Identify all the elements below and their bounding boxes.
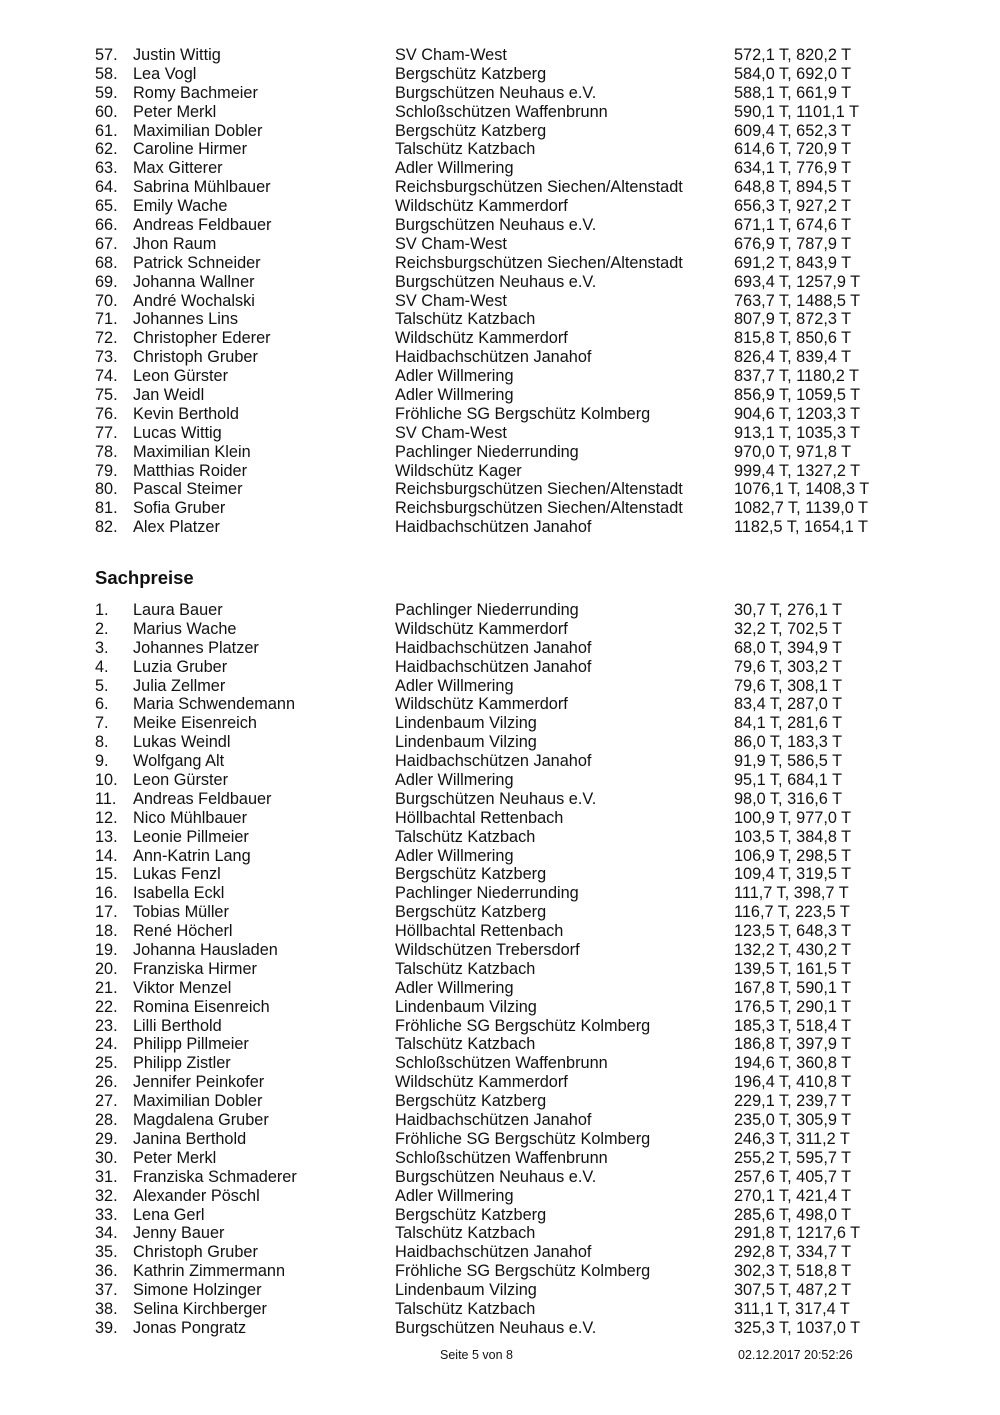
name-cell: Christoph Gruber — [133, 348, 258, 367]
club-cell: Burgschützen Neuhaus e.V. — [395, 1167, 597, 1186]
rank-cell: 81. — [95, 499, 118, 518]
club-cell: Adler Willmering — [395, 978, 514, 997]
rank-cell: 10. — [95, 771, 118, 790]
rank-cell: 13. — [95, 827, 118, 846]
rank-cell: 77. — [95, 423, 118, 442]
name-cell: Jennifer Peinkofer — [133, 1073, 265, 1092]
score-cell: 79,6 T, 308,1 T — [734, 676, 843, 695]
club-cell: Schloßschützen Waffenbrunn — [395, 1054, 608, 1073]
score-cell: 1082,7 T, 1139,0 T — [734, 499, 868, 518]
name-cell: Andreas Feldbauer — [133, 789, 272, 808]
club-cell: Bergschütz Katzberg — [395, 1092, 547, 1111]
club-cell: Wildschütz Kammerdorf — [395, 197, 568, 216]
score-cell: 292,8 T, 334,7 T — [734, 1243, 852, 1262]
score-cell: 285,6 T, 498,0 T — [734, 1205, 852, 1224]
score-cell: 132,2 T, 430,2 T — [734, 941, 852, 960]
rank-cell: 32. — [95, 1186, 118, 1205]
score-cell: 100,9 T, 977,0 T — [734, 808, 852, 827]
name-cell: Justin Wittig — [133, 46, 221, 64]
club-cell: Bergschütz Katzberg — [395, 1205, 547, 1224]
score-cell: 913,1 T, 1035,3 T — [734, 423, 861, 442]
name-cell: Peter Merkl — [133, 1148, 217, 1167]
name-cell: Kathrin Zimmermann — [133, 1262, 286, 1281]
club-cell: Wildschütz Kammerdorf — [395, 329, 568, 348]
name-cell: Jhon Raum — [133, 234, 217, 253]
score-cell: 656,3 T, 927,2 T — [734, 197, 852, 216]
rank-cell: 70. — [95, 291, 118, 310]
rank-cell: 59. — [95, 83, 118, 102]
name-cell: Lukas Weindl — [133, 733, 231, 752]
name-cell: Matthias Roider — [133, 461, 248, 480]
name-cell: Leon Gürster — [133, 367, 229, 386]
club-cell: Pachlinger Niederrunding — [395, 442, 579, 461]
rank-cell: 57. — [95, 46, 118, 64]
page-number: Seite 5 von 8 — [440, 1348, 513, 1362]
rank-cell: 3. — [95, 638, 109, 657]
club-cell: Adler Willmering — [395, 1186, 514, 1205]
club-cell: Adler Willmering — [395, 846, 514, 865]
name-cell: Simone Holzinger — [133, 1281, 262, 1300]
score-cell: 246,3 T, 311,2 T — [734, 1129, 850, 1148]
name-cell: Janina Berthold — [133, 1129, 247, 1148]
rank-cell: 37. — [95, 1281, 118, 1300]
club-cell: Adler Willmering — [395, 386, 514, 405]
rank-cell: 64. — [95, 178, 118, 197]
score-cell: 904,6 T, 1203,3 T — [734, 404, 861, 423]
score-cell: 257,6 T, 405,7 T — [734, 1167, 852, 1186]
name-cell: Isabella Eckl — [133, 884, 225, 903]
club-cell: Adler Willmering — [395, 159, 514, 178]
score-cell: 584,0 T, 692,0 T — [734, 64, 852, 83]
rank-cell: 73. — [95, 348, 118, 367]
club-cell: Lindenbaum Vilzing — [395, 733, 537, 752]
club-cell: Talschütz Katzbach — [395, 140, 536, 159]
club-cell: Reichsburgschützen Siechen/Altenstadt — [395, 178, 683, 197]
score-cell: 691,2 T, 843,9 T — [734, 253, 852, 272]
name-cell: Johannes Platzer — [133, 638, 259, 657]
score-cell: 1076,1 T, 1408,3 T — [734, 480, 870, 499]
name-cell: Laura Bauer — [133, 601, 223, 619]
name-cell: Franziska Schmaderer — [133, 1167, 297, 1186]
club-cell: Wildschütz Kager — [395, 461, 522, 480]
club-cell: Adler Willmering — [395, 367, 514, 386]
rank-cell: 60. — [95, 102, 118, 121]
name-cell: Peter Merkl — [133, 102, 217, 121]
score-cell: 167,8 T, 590,1 T — [734, 978, 852, 997]
score-cell: 325,3 T, 1037,0 T — [734, 1318, 861, 1337]
rank-cell: 78. — [95, 442, 118, 461]
name-cell: Magdalena Gruber — [133, 1111, 269, 1130]
name-cell: Romina Eisenreich — [133, 997, 270, 1016]
club-cell: Fröhliche SG Bergschütz Kolmberg — [395, 1129, 651, 1148]
name-cell: Sabrina Mühlbauer — [133, 178, 271, 197]
score-cell: 86,0 T, 183,3 T — [734, 733, 843, 752]
club-cell: Schloßschützen Waffenbrunn — [395, 102, 608, 121]
rank-cell: 35. — [95, 1243, 118, 1262]
rank-cell: 80. — [95, 480, 118, 499]
club-cell: Burgschützen Neuhaus e.V. — [395, 83, 597, 102]
club-cell: Wildschützen Trebersdorf — [395, 941, 580, 960]
rank-cell: 68. — [95, 253, 118, 272]
rank-cell: 58. — [95, 64, 118, 83]
club-cell: Lindenbaum Vilzing — [395, 1281, 537, 1300]
score-cell: 194,6 T, 360,8 T — [734, 1054, 852, 1073]
name-cell: Johanna Wallner — [133, 272, 255, 291]
score-cell: 32,2 T, 702,5 T — [734, 619, 843, 638]
name-cell: Kevin Berthold — [133, 404, 239, 423]
club-cell: Lindenbaum Vilzing — [395, 714, 537, 733]
section-title: Sachpreise — [95, 567, 194, 588]
club-cell: Höllbachtal Rettenbach — [395, 922, 564, 941]
rank-cell: 36. — [95, 1262, 118, 1281]
rank-cell: 20. — [95, 959, 118, 978]
name-cell: Jonas Pongratz — [133, 1318, 247, 1337]
name-cell: Selina Kirchberger — [133, 1299, 267, 1318]
rank-cell: 18. — [95, 922, 118, 941]
score-cell: 103,5 T, 384,8 T — [734, 827, 852, 846]
name-cell: Andreas Feldbauer — [133, 216, 272, 235]
name-cell: Christoph Gruber — [133, 1243, 258, 1262]
score-cell: 91,9 T, 586,5 T — [734, 752, 843, 771]
name-cell: Lena Gerl — [133, 1205, 205, 1224]
score-cell: 807,9 T, 872,3 T — [734, 310, 852, 329]
score-cell: 815,8 T, 850,6 T — [734, 329, 852, 348]
club-cell: Fröhliche SG Bergschütz Kolmberg — [395, 404, 651, 423]
club-cell: SV Cham-West — [395, 291, 507, 310]
rank-cell: 39. — [95, 1318, 118, 1337]
club-cell: Burgschützen Neuhaus e.V. — [395, 789, 597, 808]
club-cell: Fröhliche SG Bergschütz Kolmberg — [395, 1016, 651, 1035]
score-cell: 30,7 T, 276,1 T — [734, 601, 843, 619]
rank-cell: 12. — [95, 808, 118, 827]
score-cell: 291,8 T, 1217,6 T — [734, 1224, 861, 1243]
club-cell: SV Cham-West — [395, 46, 507, 64]
score-cell: 671,1 T, 674,6 T — [734, 216, 852, 235]
rank-cell: 61. — [95, 121, 118, 140]
club-cell: Burgschützen Neuhaus e.V. — [395, 1318, 597, 1337]
name-cell: Marius Wache — [133, 619, 237, 638]
club-cell: Reichsburgschützen Siechen/Altenstadt — [395, 253, 683, 272]
club-cell: Burgschützen Neuhaus e.V. — [395, 272, 597, 291]
rank-cell: 79. — [95, 461, 118, 480]
name-cell: Jan Weidl — [133, 386, 205, 405]
score-cell: 676,9 T, 787,9 T — [734, 234, 852, 253]
club-cell: Talschütz Katzbach — [395, 1224, 536, 1243]
rank-cell: 16. — [95, 884, 118, 903]
name-cell: Nico Mühlbauer — [133, 808, 248, 827]
club-cell: Wildschütz Kammerdorf — [395, 619, 568, 638]
score-cell: 609,4 T, 652,3 T — [734, 121, 852, 140]
name-cell: Meike Eisenreich — [133, 714, 257, 733]
rank-cell: 75. — [95, 386, 118, 405]
club-cell: Talschütz Katzbach — [395, 959, 536, 978]
score-cell: 235,0 T, 305,9 T — [734, 1111, 852, 1130]
name-cell: Viktor Menzel — [133, 978, 232, 997]
name-cell: Philipp Pillmeier — [133, 1035, 249, 1054]
name-cell: Romy Bachmeier — [133, 83, 258, 102]
score-cell: 229,1 T, 239,7 T — [734, 1092, 852, 1111]
score-cell: 123,5 T, 648,3 T — [734, 922, 852, 941]
club-cell: Haidbachschützen Janahof — [395, 657, 592, 676]
name-cell: Lilli Berthold — [133, 1016, 222, 1035]
rank-cell: 14. — [95, 846, 118, 865]
rank-cell: 7. — [95, 714, 109, 733]
club-cell: Bergschütz Katzberg — [395, 903, 547, 922]
rank-cell: 25. — [95, 1054, 118, 1073]
print-timestamp: 02.12.2017 20:52:26 — [738, 1348, 853, 1362]
name-cell: Maximilian Klein — [133, 442, 251, 461]
rank-cell: 4. — [95, 657, 109, 676]
club-cell: Talschütz Katzbach — [395, 1299, 536, 1318]
club-cell: Reichsburgschützen Siechen/Altenstadt — [395, 499, 683, 518]
score-cell: 68,0 T, 394,9 T — [734, 638, 843, 657]
name-cell: Julia Zellmer — [133, 676, 226, 695]
rank-cell: 69. — [95, 272, 118, 291]
rank-cell: 9. — [95, 752, 109, 771]
name-cell: Patrick Schneider — [133, 253, 261, 272]
name-cell: Jenny Bauer — [133, 1224, 225, 1243]
score-cell: 1182,5 T, 1654,1 T — [734, 518, 868, 537]
club-cell: Fröhliche SG Bergschütz Kolmberg — [395, 1262, 651, 1281]
score-cell: 999,4 T, 1327,2 T — [734, 461, 861, 480]
rank-cell: 17. — [95, 903, 118, 922]
score-cell: 185,3 T, 518,4 T — [734, 1016, 852, 1035]
score-cell: 116,7 T, 223,5 T — [734, 903, 850, 922]
rank-cell: 8. — [95, 733, 109, 752]
name-cell: Tobias Müller — [133, 903, 229, 922]
score-cell: 614,6 T, 720,9 T — [734, 140, 852, 159]
name-cell: Sofia Gruber — [133, 499, 226, 518]
rank-cell: 67. — [95, 234, 118, 253]
score-cell: 826,4 T, 839,4 T — [734, 348, 852, 367]
rank-cell: 72. — [95, 329, 118, 348]
name-cell: Alex Platzer — [133, 518, 220, 537]
name-cell: Maximilian Dobler — [133, 121, 263, 140]
rank-cell: 71. — [95, 310, 118, 329]
score-cell: 176,5 T, 290,1 T — [734, 997, 852, 1016]
name-cell: Max Gitterer — [133, 159, 223, 178]
rank-cell: 33. — [95, 1205, 118, 1224]
club-cell: Pachlinger Niederrunding — [395, 884, 579, 903]
name-cell: Johanna Hausladen — [133, 941, 278, 960]
rank-cell: 28. — [95, 1111, 118, 1130]
score-cell: 302,3 T, 518,8 T — [734, 1262, 852, 1281]
name-cell: Johannes Lins — [133, 310, 239, 329]
club-cell: Bergschütz Katzberg — [395, 64, 547, 83]
rank-cell: 22. — [95, 997, 118, 1016]
club-cell: Wildschütz Kammerdorf — [395, 1073, 568, 1092]
name-cell: Alexander Pöschl — [133, 1186, 260, 1205]
score-cell: 970,0 T, 971,8 T — [734, 442, 852, 461]
name-cell: Caroline Hirmer — [133, 140, 247, 159]
club-cell: Bergschütz Katzberg — [395, 865, 547, 884]
score-cell: 588,1 T, 661,9 T — [734, 83, 852, 102]
rank-cell: 26. — [95, 1073, 118, 1092]
rank-cell: 62. — [95, 140, 118, 159]
rank-cell: 34. — [95, 1224, 118, 1243]
name-cell: Lea Vogl — [133, 64, 197, 83]
rank-cell: 1. — [95, 601, 109, 619]
rank-cell: 76. — [95, 404, 118, 423]
club-cell: Reichsburgschützen Siechen/Altenstadt — [395, 480, 683, 499]
club-cell: Adler Willmering — [395, 771, 514, 790]
name-cell: Maximilian Dobler — [133, 1092, 263, 1111]
club-cell: Haidbachschützen Janahof — [395, 348, 592, 367]
name-cell: Leonie Pillmeier — [133, 827, 249, 846]
rank-cell: 66. — [95, 216, 118, 235]
name-cell: Lucas Wittig — [133, 423, 222, 442]
club-cell: Haidbachschützen Janahof — [395, 1243, 592, 1262]
name-cell: Emily Wache — [133, 197, 228, 216]
score-cell: 634,1 T, 776,9 T — [734, 159, 852, 178]
name-cell: René Höcherl — [133, 922, 233, 941]
rank-cell: 63. — [95, 159, 118, 178]
club-cell: Höllbachtal Rettenbach — [395, 808, 564, 827]
club-cell: Schloßschützen Waffenbrunn — [395, 1148, 608, 1167]
club-cell: Adler Willmering — [395, 676, 514, 695]
rank-cell: 65. — [95, 197, 118, 216]
rank-cell: 31. — [95, 1167, 118, 1186]
rank-cell: 21. — [95, 978, 118, 997]
score-cell: 109,4 T, 319,5 T — [734, 865, 852, 884]
score-cell: 106,9 T, 298,5 T — [734, 846, 852, 865]
rank-cell: 27. — [95, 1092, 118, 1111]
name-cell: Lukas Fenzl — [133, 865, 221, 884]
club-cell: Lindenbaum Vilzing — [395, 997, 537, 1016]
club-cell: Talschütz Katzbach — [395, 827, 536, 846]
score-cell: 84,1 T, 281,6 T — [734, 714, 843, 733]
score-cell: 186,8 T, 397,9 T — [734, 1035, 852, 1054]
name-cell: André Wochalski — [133, 291, 255, 310]
score-cell: 111,7 T, 398,7 T — [734, 884, 849, 903]
name-cell: Ann-Katrin Lang — [133, 846, 251, 865]
score-cell: 79,6 T, 303,2 T — [734, 657, 843, 676]
club-cell: Bergschütz Katzberg — [395, 121, 547, 140]
score-cell: 837,7 T, 1180,2 T — [734, 367, 859, 386]
club-cell: Haidbachschützen Janahof — [395, 518, 592, 537]
score-cell: 693,4 T, 1257,9 T — [734, 272, 861, 291]
score-cell: 307,5 T, 487,2 T — [734, 1281, 852, 1300]
rank-cell: 11. — [95, 789, 117, 808]
score-cell: 98,0 T, 316,6 T — [734, 789, 843, 808]
rank-cell: 5. — [95, 676, 109, 695]
club-cell: Haidbachschützen Janahof — [395, 638, 592, 657]
club-cell: SV Cham-West — [395, 423, 507, 442]
rank-cell: 74. — [95, 367, 118, 386]
rank-cell: 15. — [95, 865, 118, 884]
score-cell: 95,1 T, 684,1 T — [734, 771, 843, 790]
rank-cell: 19. — [95, 941, 118, 960]
rank-cell: 23. — [95, 1016, 118, 1035]
score-cell: 648,8 T, 894,5 T — [734, 178, 852, 197]
score-cell: 572,1 T, 820,2 T — [734, 46, 852, 64]
club-cell: Talschütz Katzbach — [395, 1035, 536, 1054]
club-cell: Haidbachschützen Janahof — [395, 1111, 592, 1130]
club-cell: Pachlinger Niederrunding — [395, 601, 579, 619]
score-cell: 856,9 T, 1059,5 T — [734, 386, 861, 405]
name-cell: Pascal Steimer — [133, 480, 243, 499]
score-cell: 196,4 T, 410,8 T — [734, 1073, 852, 1092]
club-cell: Wildschütz Kammerdorf — [395, 695, 568, 714]
rank-cell: 38. — [95, 1299, 118, 1318]
club-cell: SV Cham-West — [395, 234, 507, 253]
name-cell: Maria Schwendemann — [133, 695, 295, 714]
score-cell: 590,1 T, 1101,1 T — [734, 102, 859, 121]
score-cell: 139,5 T, 161,5 T — [734, 959, 852, 978]
rank-cell: 29. — [95, 1129, 118, 1148]
name-cell: Leon Gürster — [133, 771, 229, 790]
club-cell: Haidbachschützen Janahof — [395, 752, 592, 771]
club-cell: Talschütz Katzbach — [395, 310, 536, 329]
score-cell: 763,7 T, 1488,5 T — [734, 291, 861, 310]
name-cell: Luzia Gruber — [133, 657, 228, 676]
rank-cell: 2. — [95, 619, 109, 638]
rank-cell: 6. — [95, 695, 109, 714]
name-cell: Wolfgang Alt — [133, 752, 225, 771]
score-cell: 311,1 T, 317,4 T — [734, 1299, 850, 1318]
rank-cell: 30. — [95, 1148, 118, 1167]
score-cell: 270,1 T, 421,4 T — [734, 1186, 852, 1205]
name-cell: Philipp Zistler — [133, 1054, 231, 1073]
rank-cell: 82. — [95, 518, 118, 537]
score-cell: 255,2 T, 595,7 T — [734, 1148, 852, 1167]
rank-cell: 24. — [95, 1035, 118, 1054]
score-cell: 83,4 T, 287,0 T — [734, 695, 843, 714]
name-cell: Franziska Hirmer — [133, 959, 257, 978]
name-cell: Christopher Ederer — [133, 329, 271, 348]
club-cell: Burgschützen Neuhaus e.V. — [395, 216, 597, 235]
